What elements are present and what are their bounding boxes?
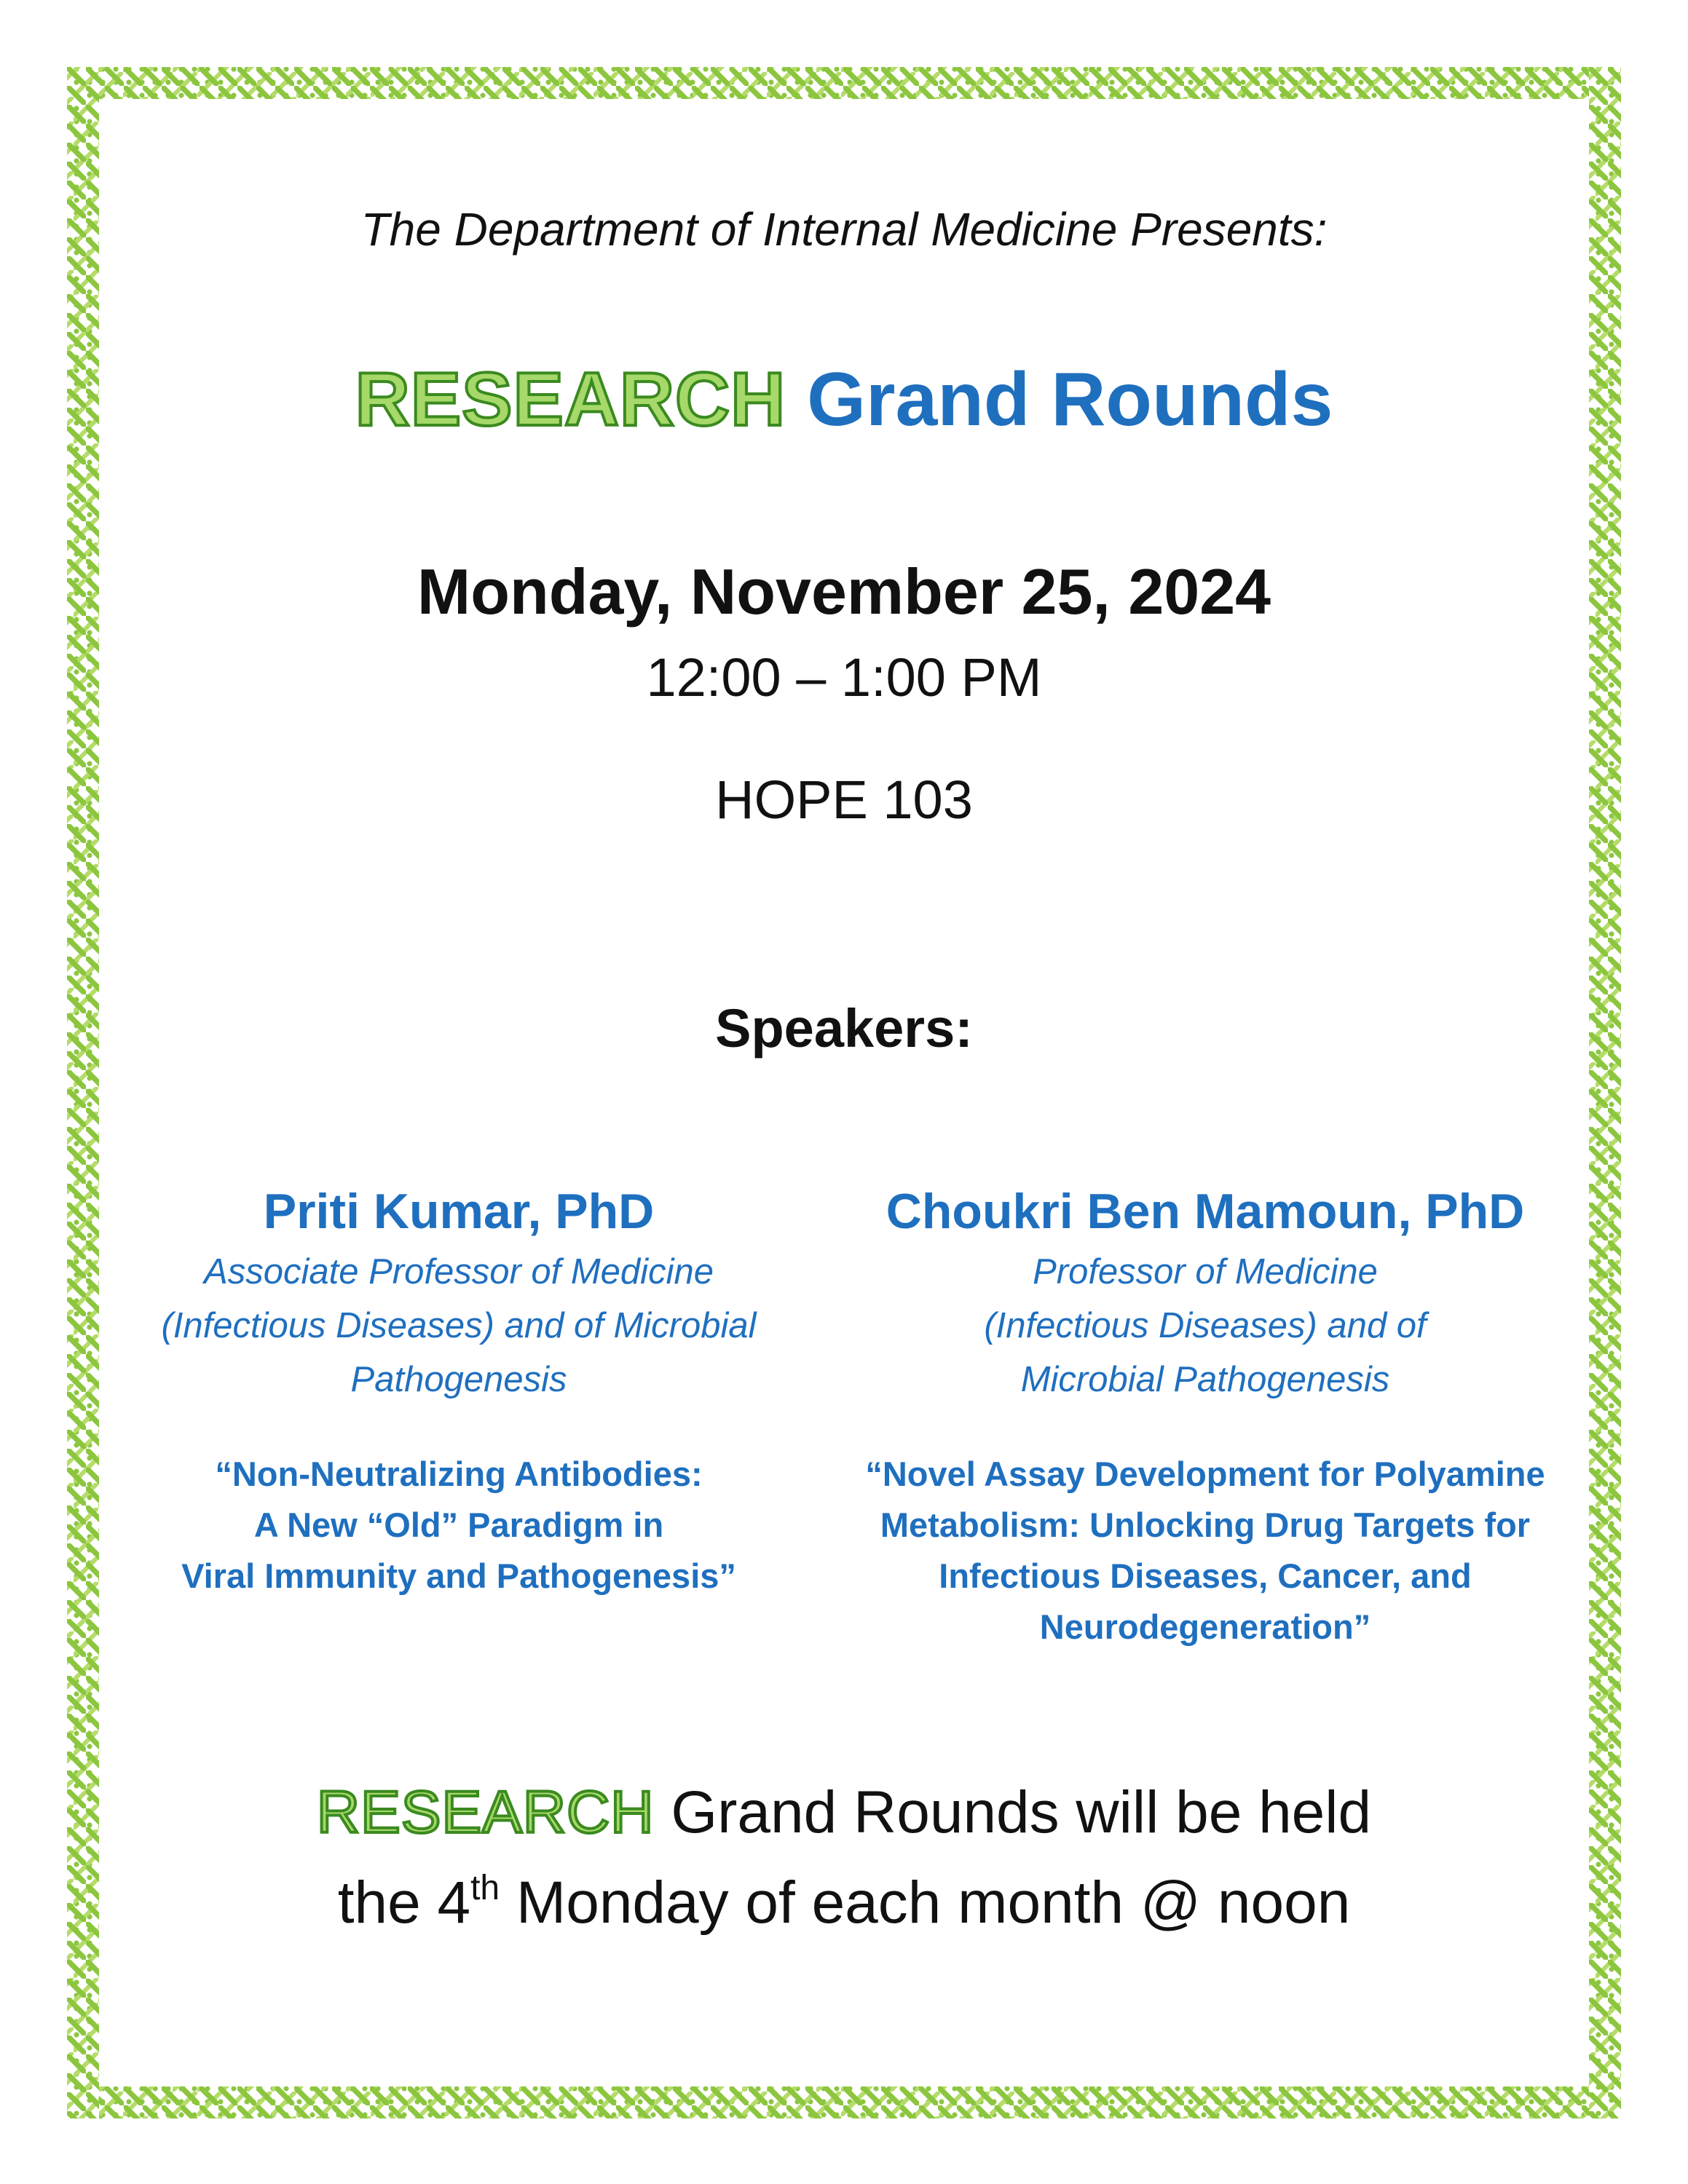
- event-date: Monday, November 25, 2024: [417, 555, 1271, 628]
- speaker-title-line: Professor of Medicine: [1033, 1252, 1378, 1291]
- footer-line2-suffix: Monday of each month @ noon: [516, 1870, 1351, 1936]
- footer-line1-text: Grand Rounds will be held: [671, 1779, 1372, 1845]
- talk-title-line: Infectious Diseases, Cancer, and: [939, 1556, 1472, 1595]
- footer-line2-prefix: the 4: [337, 1870, 471, 1936]
- speaker-title-line: (Infectious Diseases) and of: [984, 1306, 1427, 1345]
- event-time: 12:00 – 1:00 PM: [646, 647, 1042, 708]
- talk-title-line: Neurodegeneration”: [1039, 1607, 1371, 1646]
- page-title: [0, 357, 1688, 443]
- talk-title-line: Metabolism: Unlocking Drug Targets for: [880, 1506, 1531, 1544]
- presenter-line: The Department of Internal Medicine Presents:: [360, 203, 1328, 256]
- talk-title-line: “Non-Neutralizing Antibodies:: [215, 1455, 703, 1493]
- speaker-card: [95, 1178, 823, 1602]
- speaker-card: [841, 1178, 1569, 1653]
- schedule-note-line-2: [0, 1869, 1688, 1937]
- talk-title: [841, 1449, 1569, 1653]
- title-research-word: RESEARCH: [355, 357, 786, 442]
- decorative-border-top: [67, 67, 1621, 99]
- title-grand-rounds: Grand Rounds: [807, 357, 1333, 442]
- speaker-title: [841, 1245, 1569, 1406]
- talk-title-line: A New “Old” Paradigm in: [253, 1506, 664, 1544]
- talk-title: [95, 1449, 823, 1602]
- talk-title-line: “Novel Assay Development for Polyamine: [865, 1455, 1545, 1493]
- decorative-border-bottom: [67, 2086, 1621, 2118]
- speaker-name: Priti Kumar, PhD: [263, 1184, 655, 1239]
- talk-title-line: Viral Immunity and Pathogenesis”: [181, 1556, 736, 1595]
- speakers-heading: Speakers:: [715, 998, 973, 1059]
- footer-research-word: RESEARCH: [316, 1779, 655, 1845]
- ordinal-suffix: th: [470, 1869, 500, 1907]
- speaker-title-line: Pathogenesis: [350, 1360, 567, 1399]
- schedule-note-line-1: [0, 1779, 1688, 1847]
- speaker-title-line: Microbial Pathogenesis: [1020, 1360, 1390, 1399]
- speaker-title-line: (Infectious Diseases) and of Microbial: [161, 1306, 757, 1345]
- event-location: HOPE 103: [715, 769, 973, 830]
- speaker-title: [95, 1245, 823, 1406]
- speaker-name: Choukri Ben Mamoun, PhD: [886, 1184, 1525, 1239]
- speaker-title-line: Associate Professor of Medicine: [204, 1252, 714, 1291]
